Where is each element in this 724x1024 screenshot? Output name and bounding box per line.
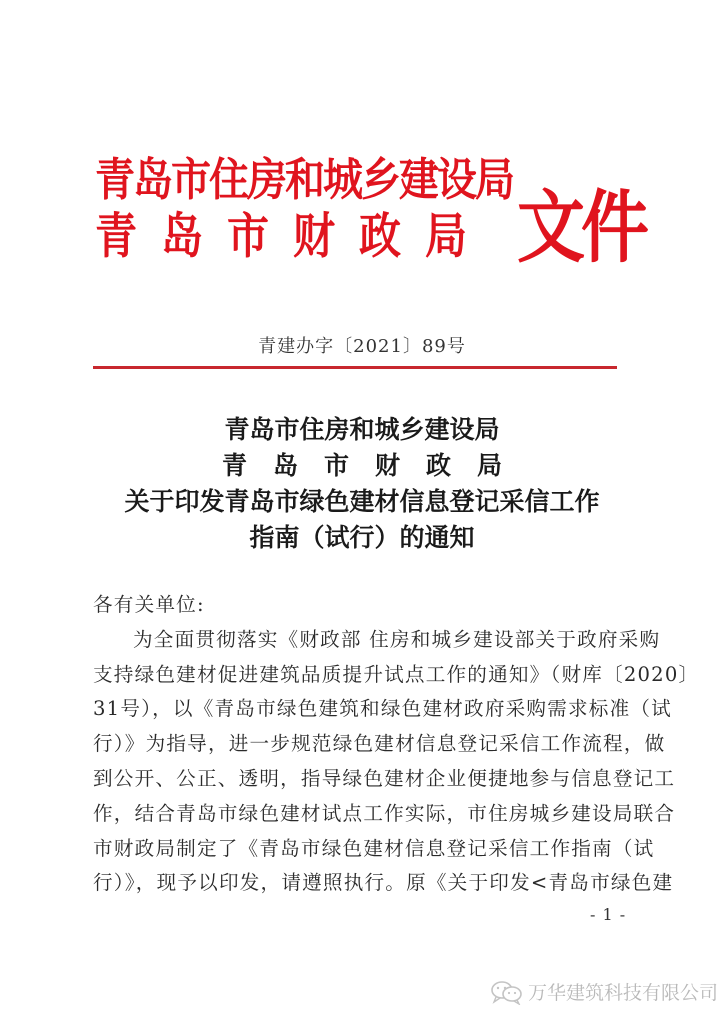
red-divider — [93, 366, 617, 369]
body-line: 到公开、公正、透明，指导绿色建材企业便捷地参与信息登记工 — [93, 766, 676, 790]
body-line: 行）》，现予以印发，请遵照执行。原《关于印发<青岛市绿色建 — [93, 871, 674, 895]
body-text — [93, 588, 700, 901]
title-line-4: 指南（试行）的通知 — [249, 523, 475, 552]
header-agency-finance: 青岛市财政局 — [95, 207, 492, 264]
body-line: 为全面贯彻落实《财政部 住房和城乡建设部关于政府采购 — [133, 627, 661, 651]
header-agency-housing: 青岛市住房和城乡建设局 — [95, 154, 513, 207]
header-document-type: 文件 — [517, 183, 646, 274]
body-line: 行）》为指导，进一步规范绿色建材信息登记采信工作流程，做 — [93, 732, 666, 756]
page-number: - 1 - — [590, 905, 627, 924]
body-line: 支持绿色建材促进建筑品质提升试点工作的通知》（财库〔2020〕 — [93, 662, 700, 686]
body-line: 作，结合青岛市绿色建材试点工作实际，市住房城乡建设局联合 — [93, 801, 676, 825]
body-line: 31号），以《青岛市绿色建筑和绿色建材政府采购需求标准（试 — [93, 697, 672, 721]
salutation: 各有关单位: — [93, 593, 205, 616]
watermark — [490, 978, 718, 1005]
document-number: 青建办字〔2021〕89号 — [258, 336, 466, 357]
title-line-3: 关于印发青岛市绿色建材信息登记采信工作 — [124, 487, 600, 516]
notice-title — [0, 412, 724, 556]
wechat-icon — [490, 979, 524, 1005]
title-line-2: 青岛市财政局 — [221, 451, 528, 480]
body-line: 市财政局制定了《青岛市绿色建材信息登记采信工作指南（试 — [93, 836, 655, 860]
title-line-1: 青岛市住房和城乡建设局 — [224, 415, 500, 444]
watermark-text: 万华建筑科技有限公司 — [528, 982, 719, 1004]
